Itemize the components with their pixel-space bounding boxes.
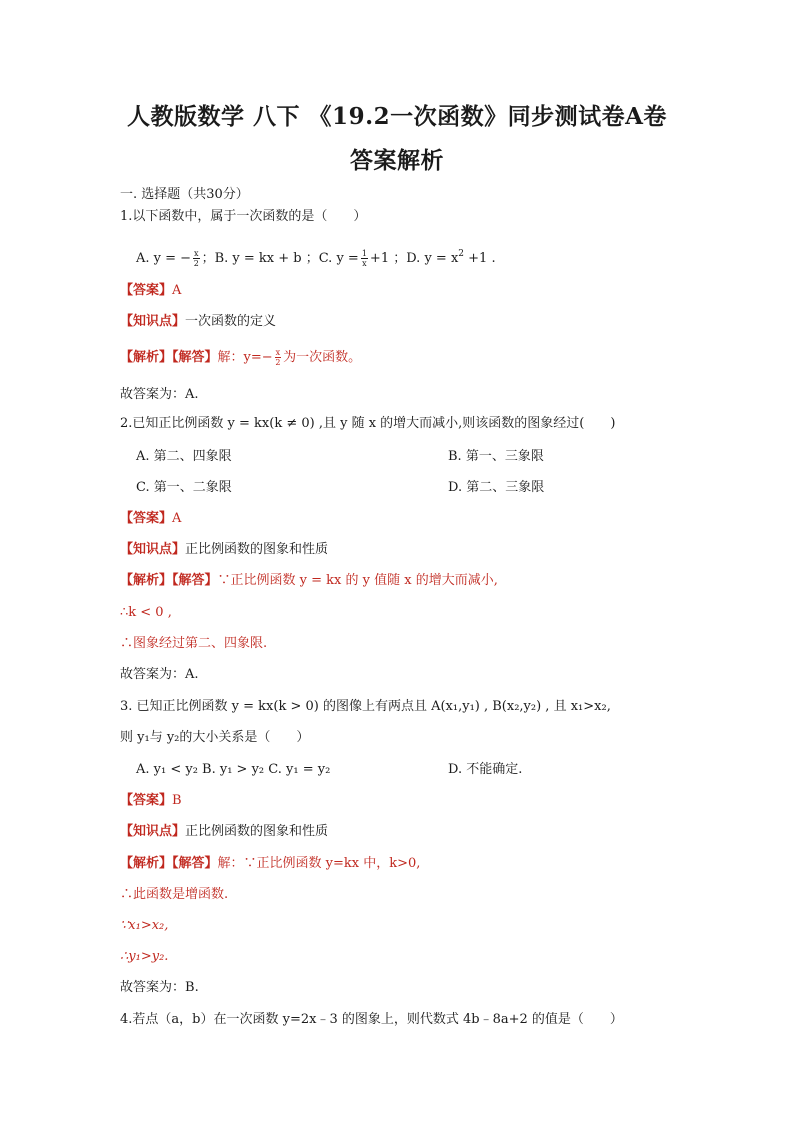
- knowledge-label: 【知识点】: [120, 314, 186, 329]
- q3-knowledge-value: 正比例函数的图象和性质: [185, 824, 329, 839]
- q1-option-c-fraction: [361, 249, 368, 268]
- q4-stem: 4.若点（a，b）在一次函数 y=2x﹣3 的图象上，则代数式 4b﹣8a+2 的值是（ ）: [120, 1012, 623, 1027]
- q3-knowledge: [120, 823, 328, 841]
- q1-answer-value: A: [172, 283, 182, 298]
- fraction-denominator: 2: [275, 358, 281, 367]
- q3-option-d: D. 不能确定.: [448, 762, 523, 777]
- q2-option-a: A. 第二、四象限: [136, 449, 232, 464]
- fraction-denominator: 2: [193, 259, 199, 268]
- q2-knowledge: [120, 541, 328, 559]
- q2-answer-value: A: [172, 511, 182, 526]
- q3-answer: [120, 792, 182, 810]
- knowledge-label: 【知识点】: [120, 542, 186, 557]
- q2-conclusion: [120, 666, 199, 684]
- q2-answer: [120, 510, 181, 528]
- q1-analysis-prefix: 解：y=−: [217, 350, 273, 365]
- q1-option-b: ；B. y = kx + b ；C. y =: [201, 251, 359, 266]
- answer-label: 【答案】: [120, 283, 173, 298]
- fraction-denominator: x: [362, 259, 367, 268]
- analysis-label: 【解析】【解答】: [120, 350, 218, 365]
- q3-analysis: [120, 855, 420, 873]
- document-title-line1: 人教版数学 八下 《19.2一次函数》同步测试卷A卷: [127, 103, 667, 130]
- q1-option-d-tail: +1 .: [464, 251, 496, 266]
- q1-answer: [120, 282, 181, 300]
- q1-option-c-tail: +1 ；D. y = x: [369, 251, 459, 266]
- q1-analysis-suffix: 为一次函数。: [283, 350, 362, 365]
- q1-knowledge: [120, 313, 276, 331]
- q2-analysis-line1: ∵正比例函数 y = kx 的 y 值随 x 的增大而减小,: [217, 573, 498, 588]
- q3-stem-line2: 则 y₁与 y₂的大小关系是（ ）: [120, 730, 310, 745]
- q3-conclusion-value: B.: [185, 980, 199, 995]
- conclusion-label: 故答案为：: [120, 980, 186, 995]
- q3-analysis-line3: ∵x₁>x₂,: [120, 918, 169, 933]
- knowledge-label: 【知识点】: [120, 824, 186, 839]
- q3-analysis-line2: ∴此函数是增函数.: [120, 887, 229, 902]
- q2-option-d: D. 第二、三象限: [448, 480, 545, 495]
- q3-stem-line1: 3. 已知正比例函数 y = kx(k > 0) 的图像上有两点且 A(x₁,y₁) , B(x₂,y₂) , 且 x₁>x₂,: [120, 699, 611, 714]
- q1-options: [136, 245, 496, 268]
- q2-option-b: B. 第一、三象限: [448, 449, 544, 464]
- q1-analysis-fraction: [275, 348, 282, 367]
- q1-analysis: [120, 348, 361, 367]
- fraction-numerator: x: [275, 348, 281, 357]
- q3-answer-value: B: [172, 793, 182, 808]
- q1-conclusion: [120, 386, 199, 404]
- q2-analysis: [120, 572, 498, 590]
- analysis-label: 【解析】【解答】: [120, 856, 218, 871]
- answer-label: 【答案】: [120, 793, 173, 808]
- q2-stem: 2.已知正比例函数 y = kx(k ≠ 0) ,且 y 随 x 的增大而减小,则该函数的图象经过( ): [120, 416, 616, 431]
- fraction-numerator: 1: [361, 249, 367, 258]
- q1-conclusion-value: A.: [185, 387, 199, 402]
- q3-analysis-line1: 解：∵正比例函数 y=kx 中，k>0,: [217, 856, 421, 871]
- conclusion-label: 故答案为：: [120, 387, 186, 402]
- q3-options-abc: A. y₁ < y₂ B. y₁ > y₂ C. y₁ = y₂: [136, 762, 331, 777]
- q2-analysis-line2: ∴k < 0 ,: [120, 605, 172, 620]
- q1-knowledge-value: 一次函数的定义: [185, 314, 277, 329]
- q1-option-a-prefix: A. y = −: [136, 251, 192, 266]
- analysis-label: 【解析】【解答】: [120, 573, 218, 588]
- fraction-numerator: x: [194, 249, 199, 258]
- q2-analysis-line3: ∴图象经过第二、四象限.: [120, 636, 268, 651]
- q2-conclusion-value: A.: [185, 667, 199, 682]
- q2-knowledge-value: 正比例函数的图象和性质: [185, 542, 329, 557]
- q1-option-d-exponent: 2: [458, 249, 465, 259]
- section-heading: 一. 选择题（共30分）: [120, 187, 249, 202]
- q3-analysis-line4: ∴y₁>y₂.: [120, 949, 169, 964]
- conclusion-label: 故答案为：: [120, 667, 186, 682]
- q1-stem: 1.以下函数中，属于一次函数的是（ ）: [120, 209, 367, 224]
- answer-label: 【答案】: [120, 511, 173, 526]
- q2-option-c: C. 第一、二象限: [136, 480, 232, 495]
- q3-conclusion: [120, 979, 199, 997]
- q1-option-a-fraction: [193, 249, 200, 268]
- document-title-line2: 答案解析: [350, 147, 444, 174]
